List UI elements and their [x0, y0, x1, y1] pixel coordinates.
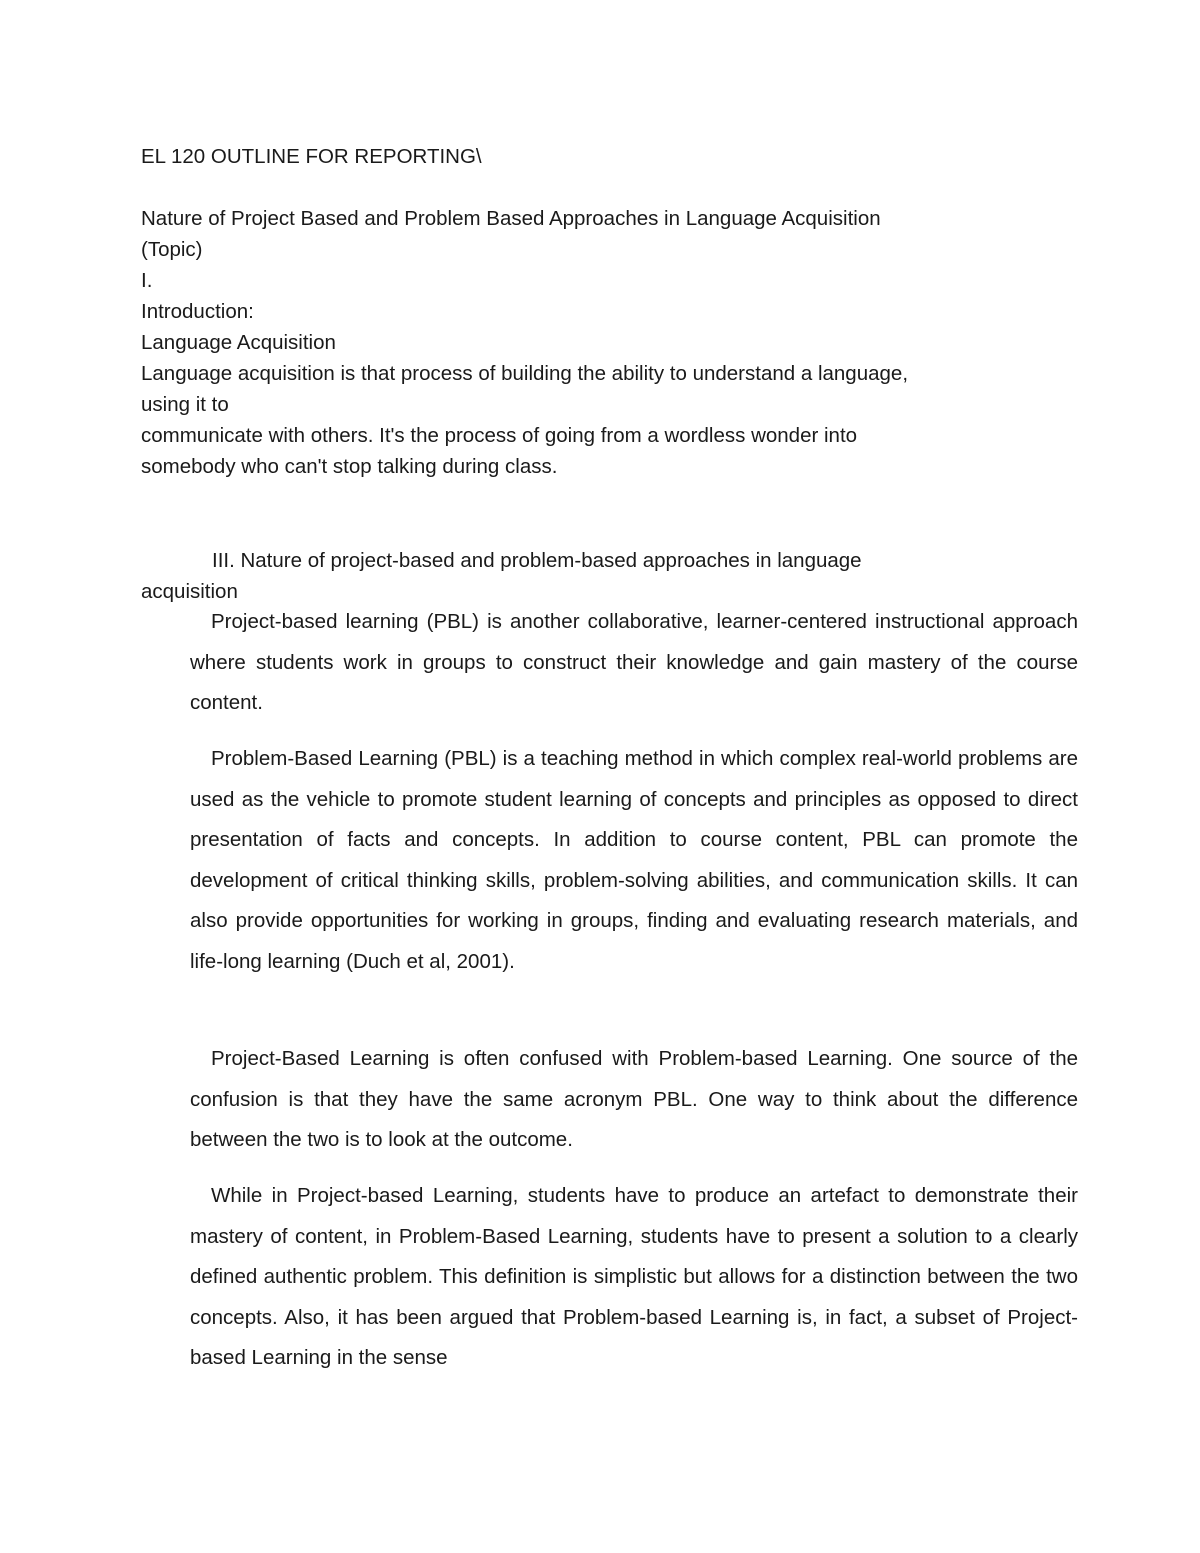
language-acquisition-heading: Language Acquisition [141, 331, 336, 354]
definition-line: Language acquisition is that process of building the ability to understand a language, [141, 362, 909, 385]
body-paragraph-project-based: Project-based learning (PBL) is another collaborative, learner-centered instructional approach where students work in groups to construct their knowledge and gain mastery of the course content. [190, 610, 1078, 715]
definition-line: somebody who can't stop talking during class. [141, 455, 558, 478]
section-one-numeral: I. [141, 269, 153, 292]
section-three-heading: III. Nature of project-based and problem-based approaches in language [212, 549, 862, 572]
document-title: EL 120 OUTLINE FOR REPORTING\ [141, 145, 482, 168]
definition-line: communicate with others. It's the process of going from a wordless wonder into [141, 424, 858, 447]
topic-line: Nature of Project Based and Problem Based Approaches in Language Acquisition [141, 207, 881, 230]
topic-label: (Topic) [141, 238, 203, 261]
body-paragraph-distinction: While in Project-based Learning, students have to produce an artefact to demonstrate their mastery of content, in Problem-Based Learning, students have to present a solution to a clearly defined authentic problem. This definition is simplistic but allows for a distinction between the two concepts. Also, it has been argued that Problem-based Learning is, in fact, a subset of Project-based Learning in the sense [190, 1184, 1078, 1370]
section-three-heading-continued: acquisition [141, 580, 238, 603]
definition-line: using it to [141, 393, 229, 416]
body-paragraph-confusion: Project-Based Learning is often confused with Problem-based Learning. One source of the confusion is that they have the same acronym PBL. One way to think about the difference between the two is to look at the outcome. [190, 1047, 1078, 1152]
body-paragraph-problem-based: Problem-Based Learning (PBL) is a teaching method in which complex real-world problems are used as the vehicle to promote student learning of concepts and principles as opposed to direct presentation of facts and concepts. In addition to course content, PBL can promote the development of critical thinking skills, problem-solving abilities, and communication skills. It can also provide opportunities for working in groups, finding and evaluating research materials, and life-long learning (Duch et al, 2001). [190, 747, 1078, 973]
introduction-label: Introduction: [141, 300, 254, 323]
